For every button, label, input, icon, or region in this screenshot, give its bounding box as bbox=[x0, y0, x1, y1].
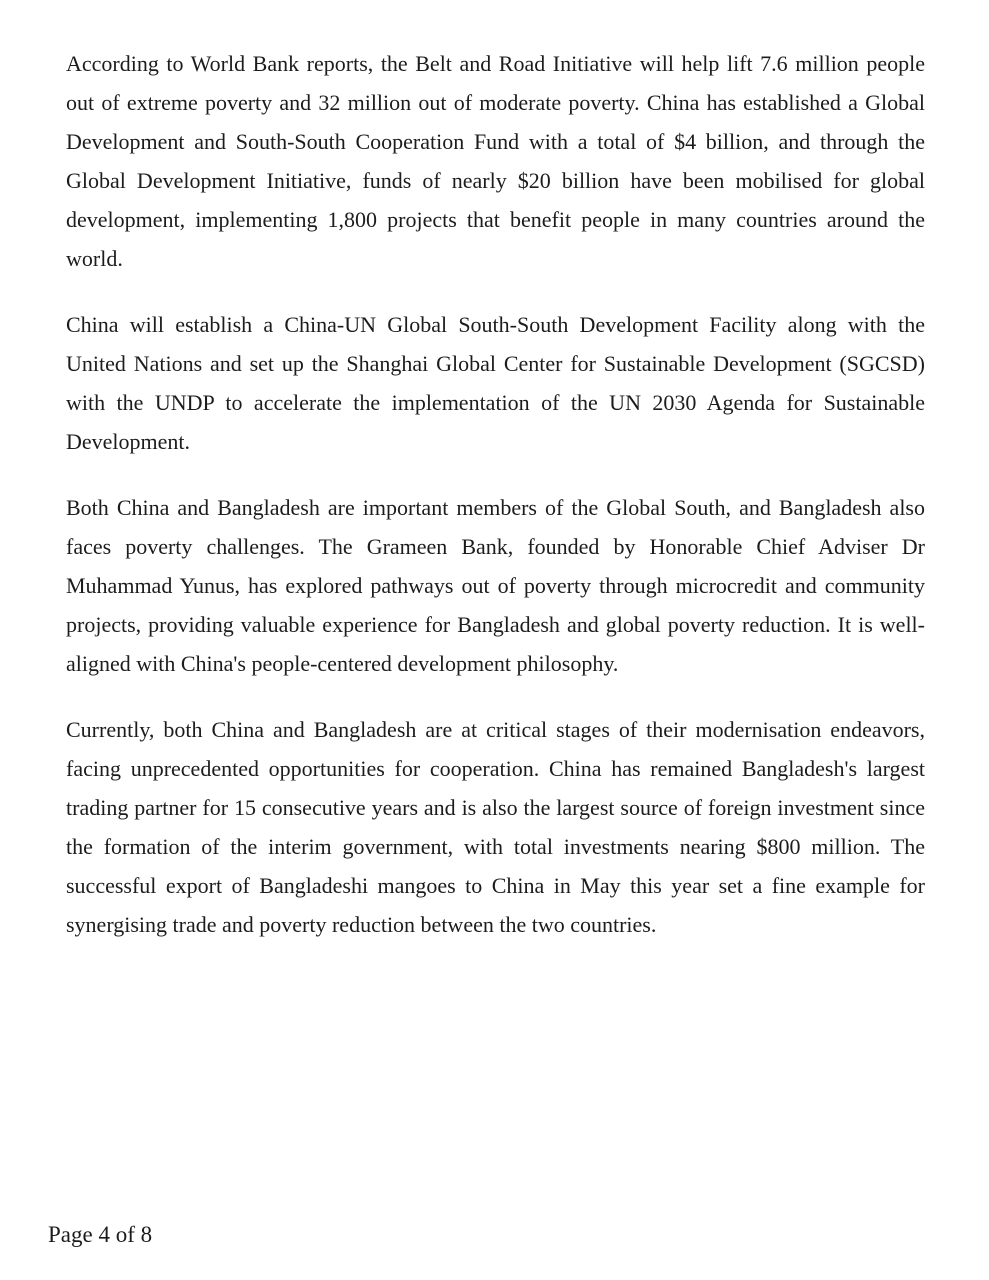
paragraph-3: Both China and Bangladesh are important members of the Global South, and Bangladesh also faces poverty challenges. The Grameen Bank, founded by Honorable Chief Adviser Dr Muhammad Yunus, has explored pathways out of poverty through microcredit and community projects, providing valuable experience for Bangladesh and global poverty reduction. It is well-aligned with China's people-centered development philosophy. bbox=[66, 495, 925, 676]
paragraph-2: China will establish a China-UN Global South-South Development Facility along with the United Nations and set up the Shanghai Global Center for Sustainable Development (SGCSD) with the UNDP to accelerate the implementation of the UN 2030 Agenda for Sustainable Development. bbox=[66, 312, 925, 454]
page-number: Page 4 of 8 bbox=[48, 1222, 153, 1247]
paragraph-1: According to World Bank reports, the Belt and Road Initiative will help lift 7.6 million people out of extreme poverty and 32 million out of moderate poverty. China has established a Global Development and South-South Cooperation Fund with a total of $4 billion, and through the Global Development Initiative, funds of nearly $20 billion have been mobilised for global development, implementing 1,800 projects that benefit people in many countries around the world. bbox=[66, 51, 925, 271]
paragraph-4: Currently, both China and Bangladesh are at critical stages of their modernisation endeavors, facing unprecedented opportunities for cooperation. China has remained Bangladesh's largest trading partner for 15 consecutive years and is also the largest source of foreign investment since the formation of the interim government, with total investments nearing $800 million. The successful export of Bangladeshi mangoes to China in May this year set a fine example for synergising trade and poverty reduction between the two countries. bbox=[66, 717, 925, 937]
document-body bbox=[66, 44, 925, 971]
